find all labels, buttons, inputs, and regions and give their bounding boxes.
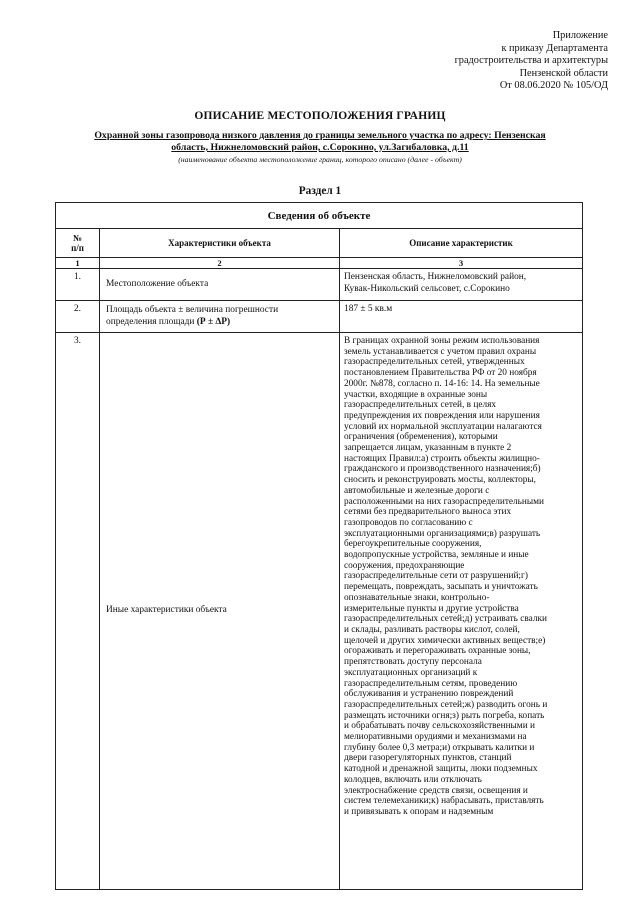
characteristic-line-2	[106, 317, 339, 329]
appendix-line: От 08.06.2020 № 105/ОД	[499, 80, 608, 92]
header-characteristic: Характеристики объекта	[100, 229, 340, 258]
description-line: газопроводов по согласованию с	[344, 517, 473, 528]
description-line: газораспределительных сетей;д) устраивать свалки	[344, 614, 547, 625]
header-num-line-2: п/п	[71, 243, 84, 253]
row-number: 2.	[56, 301, 100, 333]
description-line: и привязывать к опорам и надземным	[344, 806, 494, 817]
column-number-row	[56, 258, 583, 269]
description-line: сносить и реконструировать мосты, коллекторы,	[344, 475, 537, 486]
description-line: расположенными на них газораспределительными	[344, 496, 544, 507]
appendix-line: к приказу Департамента	[501, 42, 608, 54]
description-line: перемещать, повреждать, засыпать и уничтожать	[344, 582, 538, 593]
description-line: газораспределительных сетей, утвержденных	[344, 357, 525, 368]
zone-title-line-1: Охранной зоны газопровода низкого давления до границы земельного участка по адресу: Пензенская	[94, 130, 546, 141]
table-row	[56, 269, 583, 301]
description-line: Пензенская область, Нижнеломовский район,	[344, 272, 527, 282]
description-line: сетями без предварительного выноса этих	[344, 507, 512, 518]
row-number: 3.	[56, 333, 100, 890]
description-line: размещать источники огня;з) рыть погреба, копать	[344, 710, 545, 721]
description-line: ограничения (обременения), которыми	[344, 432, 498, 443]
table-row	[56, 301, 583, 333]
description-line: постановлением Правительства РФ от 20 ноября	[344, 368, 537, 379]
description-line: водопропускные устройства, земляные и иные	[344, 550, 529, 561]
row-description: 187 ± 5 кв.м	[340, 301, 583, 333]
description-line: газораспределительных сетей;ж) разводить огонь и	[344, 699, 548, 710]
appendix-line: Приложение	[552, 30, 608, 41]
description-line: автомобильные и железные дороги с	[344, 485, 490, 496]
row-characteristic: Иные характеристики объекта	[100, 333, 340, 890]
description-line: обслуживания и устранению повреждений	[344, 689, 514, 700]
header-num-line-1: №	[72, 232, 83, 243]
description-line: щелочей и других химически активных веществ;е)	[344, 635, 546, 646]
description-line: двери газорегуляторных пунктов, станций	[344, 753, 512, 764]
table-header-row	[56, 229, 583, 258]
description-line: земель устанавливается с учетом правил охраны	[344, 346, 537, 357]
description-line: и обрабатывать почву сельскохозяйственными и	[344, 721, 535, 732]
row-characteristic	[100, 301, 340, 333]
description-line: условий их нормальной эксплуатации налагаются	[344, 421, 542, 432]
header-description: Описание характеристик	[340, 229, 583, 258]
description-line: препятствовать доступу персонала	[344, 657, 482, 668]
description-line: глубину более 0,3 метра;и) открывать калитки и	[344, 742, 535, 753]
zone-title	[60, 130, 580, 154]
object-info-table	[55, 202, 583, 890]
column-number: 1	[56, 258, 100, 269]
appendix-header	[308, 30, 608, 93]
description-line: систем телемеханики;к) набрасывать, приставлять	[344, 796, 544, 807]
description-line: сооружения, предохраняющие	[344, 560, 465, 571]
description-line: опознавательные знаки, контрольно-	[344, 592, 490, 603]
table-caption-row	[56, 203, 583, 229]
description-line: настоящих Правил:а) строить объекты жилищно-	[344, 453, 540, 464]
description-line: запрещается лицам, указанным в пункте 2	[344, 443, 512, 454]
description-line: газораспределительные сети от разрушений;г)	[344, 571, 528, 582]
description-line: берегоукрепительные сооружения,	[344, 539, 482, 550]
characteristic-text: определения площади	[106, 316, 197, 327]
description-line: катодной и дренажной защиты, люки подземных	[344, 764, 538, 775]
row-number: 1.	[56, 269, 100, 301]
description-line: 2000г. №878, согласно п. 14-16: 14. На земельные	[344, 378, 540, 389]
row-characteristic: Местоположение объекта	[100, 269, 340, 301]
document-title: ОПИСАНИЕ МЕСТОПОЛОЖЕНИЯ ГРАНИЦ	[194, 110, 446, 122]
zone-title-line-2: область, Нижнеломовский район, с.Сорокино, ул.Загибаловка, д.11	[171, 142, 469, 153]
column-number: 2	[100, 258, 340, 269]
description-line: колодцев, включать или отключать	[344, 774, 482, 785]
description-line: участки, входящие в охранные зоны	[344, 389, 488, 400]
description-line: измерительные пункты и другие устройства	[344, 603, 519, 614]
table-caption: Сведения об объекте	[56, 203, 583, 229]
description-line: В границах охранной зоны режим использования	[344, 336, 540, 346]
row-description	[340, 333, 583, 890]
characteristic-line-1: Площадь объекта ± величина погрешности	[106, 305, 279, 315]
column-number: 3	[340, 258, 583, 269]
description-line: мелиоративными орудиями и механизмами на	[344, 732, 527, 743]
description-line: и склады, разливать растворы кислот, солей,	[344, 624, 520, 635]
description-line: электроснабжение средств связи, освещения и	[344, 785, 528, 796]
description-line: гражданского и производственного назначения;б)	[344, 464, 541, 475]
description-line: газораспределительным сетям, проведению	[344, 678, 518, 689]
description-line: эксплуатационными организациями;в) разрушать	[344, 528, 541, 539]
description-line: предупреждения их повреждения или нарушения	[344, 410, 540, 421]
description-line: эксплуатационных организаций к	[344, 667, 478, 678]
appendix-line: градостроительства и архитектуры	[454, 55, 608, 67]
zone-note: (наименование объекта местоположение границ, которого описано (далее - объект)	[178, 155, 462, 164]
area-formula: (Р ± ∆Р)	[196, 316, 231, 327]
section-title: Раздел 1	[298, 185, 342, 197]
description-line: Кувак-Никольский сельсовет, с.Сорокино	[344, 283, 510, 294]
description-line: огораживать и перегораживать охранные зоны,	[344, 646, 531, 657]
appendix-line: Пензенской области	[519, 67, 608, 79]
row-description	[340, 269, 583, 301]
header-num	[56, 229, 100, 258]
table-row	[56, 333, 583, 890]
description-line: газораспределительных сетей, в целях	[344, 400, 497, 411]
